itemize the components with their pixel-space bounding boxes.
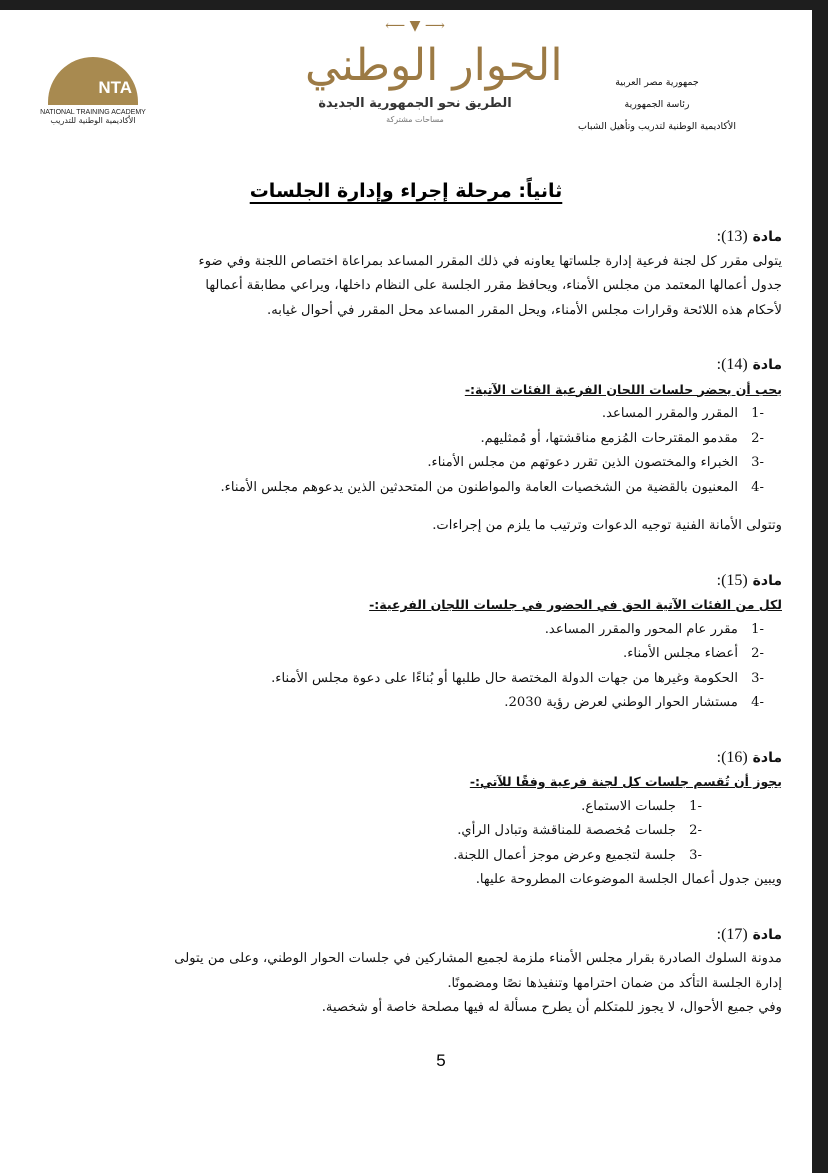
paragraph-line: مدونة السلوك الصادرة بقرار مجلس الأمناء ملزمة لجميع المشاركين في جلسات الحوار الوطني، وعلى من يتولى <box>174 951 782 966</box>
article-number: (14): <box>716 356 748 373</box>
list-item: -4مستشار الحوار الوطني لعرض رؤية 2030. <box>504 695 764 710</box>
article-heading: يجب أن يحضر جلسات اللجان الفرعية الفئات الآتية:- <box>464 381 782 397</box>
list-item: -2أعضاء مجلس الأمناء. <box>623 646 764 661</box>
list-item: -1مقرر عام المحور والمقرر المساعد. <box>544 621 764 637</box>
paragraph-line: وفي جميع الأحوال، لا يجوز للمتكلم أن يطرح مسألة له فيها مصلحة خاصة أو شخصية. <box>321 1000 782 1015</box>
list-item: -2جلسات مُخصصة للمناقشة وتبادل الرأي. <box>457 823 702 838</box>
header-line: رئاسة الجمهورية <box>624 99 690 110</box>
header-line: الأكاديمية الوطنية لتدريب وتأهيل الشباب <box>578 121 736 132</box>
page-number: 5 <box>436 1050 446 1070</box>
article-13 <box>100 225 782 323</box>
logo-calligraphy: الحوار الوطني <box>305 40 563 91</box>
article-label: مادة <box>752 229 782 245</box>
article-16 <box>100 746 782 893</box>
article-heading: يجوز أن تُقسم جلسات كل لجنة فرعية وفقًا للآتي:- <box>469 774 782 789</box>
document-body <box>100 225 782 1071</box>
nta-english: NATIONAL TRAINING ACADEMY <box>40 109 146 116</box>
article-list <box>100 618 782 716</box>
list-item: -4المعنيون بالقضية من الشخصيات العامة والمواطنون من المتحدثين الذين يدعوهم مجلس الأمناء. <box>220 479 764 495</box>
article-list <box>100 795 782 869</box>
article-17 <box>100 923 782 1021</box>
nta-mark: NTA <box>48 57 138 105</box>
eagle-emblem-icon: ⟵ ▼ ⟶ <box>385 18 445 34</box>
list-item: -3الحكومة وغيرها من جهات الدولة المختصة حال طلبها أو بُناءًا على دعوة مجلس الأمناء. <box>271 670 764 686</box>
section-title <box>0 180 812 202</box>
article-closing: وتتولى الأمانة الفنية توجيه الدعوات وترتيب ما يلزم من إجراءات. <box>432 518 782 533</box>
logo-slogan: الطريق نحو الجمهورية الجديدة <box>318 96 512 111</box>
list-item: -1المقرر والمقرر المساعد. <box>601 406 764 421</box>
paragraph-line: لأحكام هذه اللائحة وقرارات مجلس الأمناء، ويحل المقرر المساعد محل المقرر في أحوال غيابه. <box>267 302 782 318</box>
logo-subtitle: مساحات مشتركة <box>386 115 444 124</box>
list-item: -3الخبراء والمختصون الذين تقرر دعوتهم من مجلس الأمناء. <box>427 455 764 470</box>
article-label: مادة <box>752 357 782 373</box>
article-list <box>100 402 782 500</box>
article-closing: ويبين جدول أعمال الجلسة الموضوعات المطروحة عليها. <box>475 872 782 887</box>
document-page <box>0 10 812 1173</box>
article-label: مادة <box>752 749 782 766</box>
paragraph-line: يتولى مقرر كل لجنة فرعية إدارة جلساتها يعاونه في ذلك المقرر المساعد بمراعاة اختصاص اللجنة وفي ضوء <box>198 253 782 269</box>
article-number: (15): <box>716 571 748 589</box>
nta-logo <box>38 57 148 125</box>
header-line: جمهورية مصر العربية <box>615 77 699 88</box>
article-number: (16): <box>716 748 748 766</box>
nta-arabic: الأكاديمية الوطنية للتدريب <box>50 116 136 125</box>
paragraph-line: إدارة الجلسة التأكد من ضمان احترامها وتنفيذها نصًا ومضمونًا. <box>447 975 782 991</box>
article-14 <box>100 353 782 539</box>
header-org-text <box>547 72 767 138</box>
article-15 <box>100 569 782 716</box>
article-heading: لكل من الفئات الآتية الحق في الحضور في جلسات اللجان الفرعية:- <box>369 597 782 612</box>
article-number: (17): <box>716 925 748 943</box>
paragraph-line: جدول أعمالها المعتمد من مجلس الأمناء، ويحافظ مقرر الجلسة على النظام داخلها، ويراعي مطابقة أعمالها <box>205 278 782 293</box>
national-dialogue-logo <box>305 18 563 124</box>
article-label: مادة <box>752 572 782 589</box>
article-label: مادة <box>752 926 782 943</box>
list-item: -3جلسة لتجميع وعرض موجز أعمال اللجنة. <box>453 847 702 863</box>
article-number: (13): <box>716 228 748 245</box>
list-item: -2مقدمو المقترحات المُزمع مناقشتها، أو مُمثليهم. <box>480 430 764 446</box>
section-title-text: ثانياً: مرحلة إجراء وإدارة الجلسات <box>249 180 563 202</box>
list-item: -1جلسات الاستماع. <box>581 798 702 814</box>
